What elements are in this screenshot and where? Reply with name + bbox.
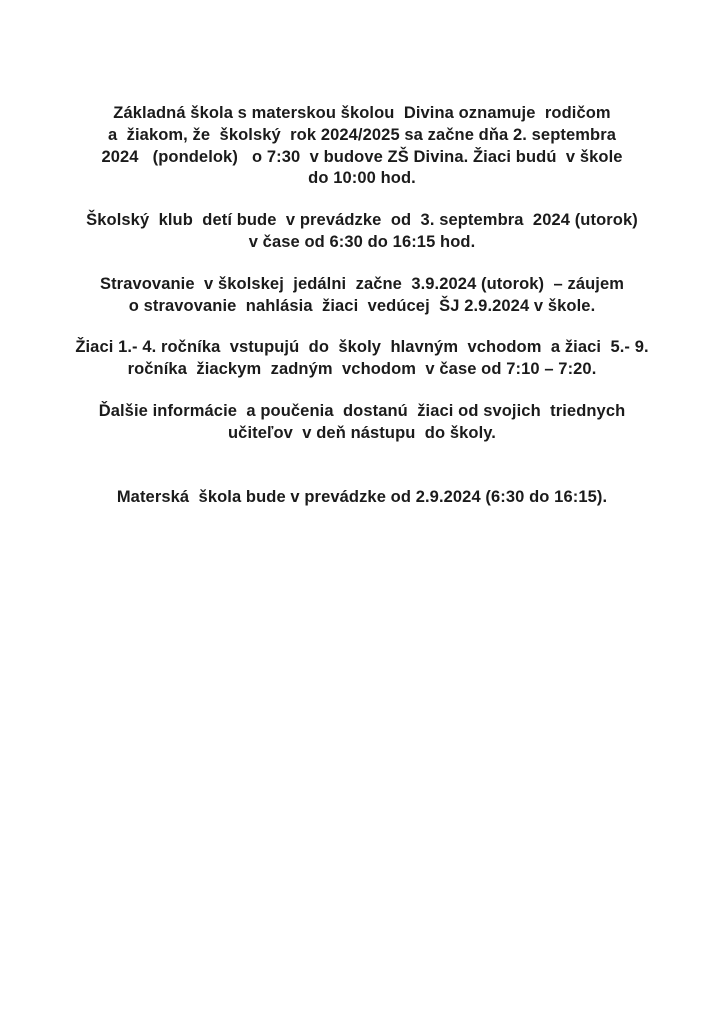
paragraph-entrances [42, 337, 682, 381]
text-line: Základná škola s materskou školou Divina oznamuje rodičom [113, 104, 611, 122]
text-line: ročníka žiackym zadným vchodom v čase od 7:10 – 7:20. [127, 360, 597, 379]
paragraph-school-club [42, 210, 682, 254]
text-line: Žiaci 1.- 4. ročníka vstupujú do školy hlavným vchodom a žiaci 5.- 9. [75, 338, 649, 357]
paragraph-opening [42, 103, 682, 190]
announcement-body [42, 0, 682, 508]
text-line: Školský klub detí bude v prevádzke od 3. septembra 2024 (utorok) [86, 211, 638, 230]
text-line: Stravovanie v školskej jedálni začne 3.9.2024 (utorok) – záujem [99, 274, 625, 293]
text-line: Ďalšie informácie a poučenia dostanú žiaci od svojich triednych [98, 401, 626, 420]
text-line: Materská škola bude v prevádzke od 2.9.2024 (6:30 do 16:15). [116, 487, 608, 506]
text-line: učiteľov v deň nástupu do školy. [228, 423, 496, 442]
paragraph-kindergarten [42, 487, 682, 509]
text-line: o stravovanie nahlásia žiaci vedúcej ŠJ 2.9.2024 v škole. [128, 296, 596, 315]
text-line: 2024 (pondelok) o 7:30 v budove ZŠ Divina. Žiaci budú v škole [101, 147, 623, 166]
paragraph-further-info [42, 401, 682, 445]
text-line: a žiakom, že školský rok 2024/2025 sa začne dňa 2. septembra [108, 125, 616, 144]
paragraph-meals [42, 274, 682, 318]
text-line: do 10:00 hod. [308, 169, 416, 188]
text-line: v čase od 6:30 do 16:15 hod. [248, 232, 476, 251]
